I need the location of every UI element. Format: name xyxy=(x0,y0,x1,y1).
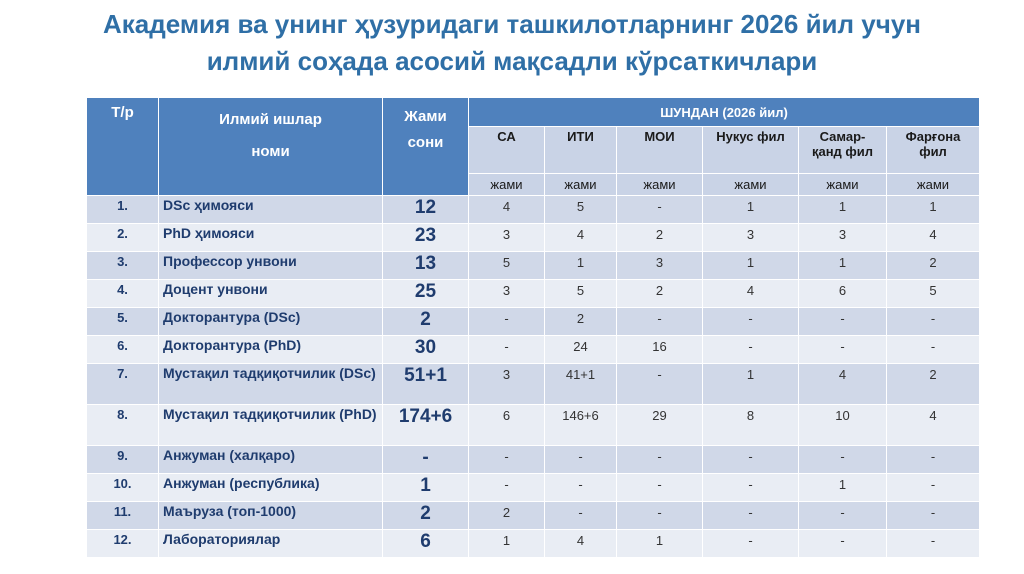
row-number: 3. xyxy=(87,252,159,280)
row-value: 3 xyxy=(703,224,799,252)
row-value: 3 xyxy=(469,364,545,405)
header-org xyxy=(545,127,617,174)
row-number: 6. xyxy=(87,336,159,364)
row-value: 1 xyxy=(545,252,617,280)
table-header xyxy=(87,98,980,196)
header-total xyxy=(383,98,469,196)
row-total: 13 xyxy=(383,252,469,280)
row-total: 174+6 xyxy=(383,405,469,446)
row-number: 5. xyxy=(87,308,159,336)
row-value: 5 xyxy=(887,280,980,308)
row-value: - xyxy=(545,474,617,502)
row-value: 1 xyxy=(703,252,799,280)
row-name: Лабораториялар xyxy=(159,530,383,558)
row-name: Докторантура (DSc) xyxy=(159,308,383,336)
header-sub-total: жами xyxy=(469,174,545,196)
row-value: 3 xyxy=(469,280,545,308)
header-org xyxy=(887,127,980,174)
indicators-table xyxy=(86,97,980,558)
row-value: - xyxy=(799,446,887,474)
row-value: 1 xyxy=(703,196,799,224)
table-row xyxy=(87,446,980,474)
row-value: 4 xyxy=(545,224,617,252)
row-value: 2 xyxy=(617,280,703,308)
row-value: 2 xyxy=(545,308,617,336)
row-value: - xyxy=(703,446,799,474)
row-value: - xyxy=(887,336,980,364)
row-value: - xyxy=(617,364,703,405)
row-value: - xyxy=(887,474,980,502)
header-name xyxy=(159,98,383,196)
header-sub-total: жами xyxy=(799,174,887,196)
row-value: - xyxy=(799,308,887,336)
row-value: - xyxy=(799,502,887,530)
row-value: - xyxy=(469,474,545,502)
row-value: 4 xyxy=(703,280,799,308)
row-value: - xyxy=(469,446,545,474)
header-group-label: ШУНДАН (2026 йил) xyxy=(660,104,788,120)
row-number: 7. xyxy=(87,364,159,405)
table-row xyxy=(87,364,980,405)
page-title xyxy=(0,6,1024,80)
row-value: - xyxy=(617,446,703,474)
row-name: Мустақил тадқиқотчилик (PhD) xyxy=(159,405,383,446)
row-value: 24 xyxy=(545,336,617,364)
table-row xyxy=(87,252,980,280)
row-total: 25 xyxy=(383,280,469,308)
row-value: - xyxy=(617,502,703,530)
row-name: Анжуман (халқаро) xyxy=(159,446,383,474)
row-value: 1 xyxy=(799,252,887,280)
row-number: 8. xyxy=(87,405,159,446)
row-value: - xyxy=(469,336,545,364)
row-value: - xyxy=(545,446,617,474)
header-total-line-1: Жами xyxy=(404,108,447,125)
header-group xyxy=(469,98,980,127)
row-value: - xyxy=(887,308,980,336)
row-value: 1 xyxy=(887,196,980,224)
header-sub-total: жами xyxy=(617,174,703,196)
header-org-label: СА xyxy=(497,129,516,144)
header-name-line-2: номи xyxy=(251,143,290,160)
row-total: 1 xyxy=(383,474,469,502)
row-number: 9. xyxy=(87,446,159,474)
row-value: 1 xyxy=(469,530,545,558)
row-total: - xyxy=(383,446,469,474)
row-value: 16 xyxy=(617,336,703,364)
row-value: - xyxy=(617,196,703,224)
row-value: 1 xyxy=(617,530,703,558)
header-sub-total: жами xyxy=(545,174,617,196)
table-row xyxy=(87,336,980,364)
row-value: - xyxy=(703,308,799,336)
row-value: - xyxy=(887,446,980,474)
row-value: 1 xyxy=(703,364,799,405)
header-org-label: Нукус фил xyxy=(716,129,785,144)
row-total: 30 xyxy=(383,336,469,364)
row-value: - xyxy=(799,336,887,364)
header-tr xyxy=(87,98,159,196)
row-value: 2 xyxy=(887,252,980,280)
table-row xyxy=(87,280,980,308)
row-value: 3 xyxy=(799,224,887,252)
header-tr-label: Т/р xyxy=(111,104,134,121)
row-value: - xyxy=(703,336,799,364)
row-value: 4 xyxy=(469,196,545,224)
row-value: - xyxy=(887,530,980,558)
table-row xyxy=(87,196,980,224)
header-name-line-1: Илмий ишлар xyxy=(219,111,322,128)
row-name: PhD ҳимояси xyxy=(159,224,383,252)
row-value: 146+6 xyxy=(545,405,617,446)
row-value: - xyxy=(703,502,799,530)
row-number: 1. xyxy=(87,196,159,224)
row-value: 41+1 xyxy=(545,364,617,405)
row-value: 5 xyxy=(545,196,617,224)
table-row xyxy=(87,308,980,336)
header-org-label: МОИ xyxy=(644,129,675,144)
row-value: - xyxy=(469,308,545,336)
header-org xyxy=(703,127,799,174)
row-total: 2 xyxy=(383,308,469,336)
header-org xyxy=(617,127,703,174)
row-value: 29 xyxy=(617,405,703,446)
row-total: 12 xyxy=(383,196,469,224)
row-number: 12. xyxy=(87,530,159,558)
row-value: 5 xyxy=(469,252,545,280)
header-org-label: Самар- xyxy=(819,129,866,144)
header-total-line-2: сони xyxy=(407,134,444,151)
row-value: - xyxy=(545,502,617,530)
row-value: 4 xyxy=(545,530,617,558)
row-value: 1 xyxy=(799,196,887,224)
row-value: 2 xyxy=(617,224,703,252)
title-line-1: Академия ва унинг ҳузуридаги ташкилотларнинг 2026 йил учун xyxy=(103,9,921,39)
title-line-2: илмий соҳада асосий мақсадли кўрсаткичлари xyxy=(206,46,818,76)
row-value: 2 xyxy=(469,502,545,530)
header-sub-total: жами xyxy=(887,174,980,196)
row-value: - xyxy=(887,502,980,530)
row-number: 10. xyxy=(87,474,159,502)
row-value: 4 xyxy=(887,405,980,446)
row-value: 4 xyxy=(799,364,887,405)
row-number: 2. xyxy=(87,224,159,252)
table-row xyxy=(87,405,980,446)
header-org-label-2: фил xyxy=(919,144,947,159)
row-name: Мустақил тадқиқотчилик (DSc) xyxy=(159,364,383,405)
row-value: 8 xyxy=(703,405,799,446)
row-value: 3 xyxy=(617,252,703,280)
row-number: 4. xyxy=(87,280,159,308)
row-value: - xyxy=(703,530,799,558)
header-sub-total: жами xyxy=(703,174,799,196)
row-name: Маъруза (топ-1000) xyxy=(159,502,383,530)
row-value: 10 xyxy=(799,405,887,446)
table-body xyxy=(87,196,980,558)
table-row xyxy=(87,502,980,530)
row-value: - xyxy=(617,474,703,502)
row-value: 6 xyxy=(469,405,545,446)
row-name: DSc ҳимояси xyxy=(159,196,383,224)
row-value: 2 xyxy=(887,364,980,405)
row-value: 6 xyxy=(799,280,887,308)
row-name: Профессор унвони xyxy=(159,252,383,280)
row-value: 3 xyxy=(469,224,545,252)
header-org xyxy=(799,127,887,174)
header-org-label: Фарғона xyxy=(905,129,961,144)
table-row xyxy=(87,530,980,558)
table-row xyxy=(87,224,980,252)
header-org xyxy=(469,127,545,174)
row-name: Доцент унвони xyxy=(159,280,383,308)
row-value: - xyxy=(703,474,799,502)
row-value: - xyxy=(617,308,703,336)
table-row xyxy=(87,474,980,502)
row-name: Анжуман (республика) xyxy=(159,474,383,502)
row-value: 4 xyxy=(887,224,980,252)
row-number: 11. xyxy=(87,502,159,530)
row-value: 5 xyxy=(545,280,617,308)
row-value: 1 xyxy=(799,474,887,502)
row-total: 51+1 xyxy=(383,364,469,405)
row-total: 6 xyxy=(383,530,469,558)
row-total: 2 xyxy=(383,502,469,530)
row-value: - xyxy=(799,530,887,558)
row-name: Докторантура (PhD) xyxy=(159,336,383,364)
header-org-label: ИТИ xyxy=(567,129,594,144)
row-total: 23 xyxy=(383,224,469,252)
header-org-label-2: қанд фил xyxy=(811,144,874,159)
